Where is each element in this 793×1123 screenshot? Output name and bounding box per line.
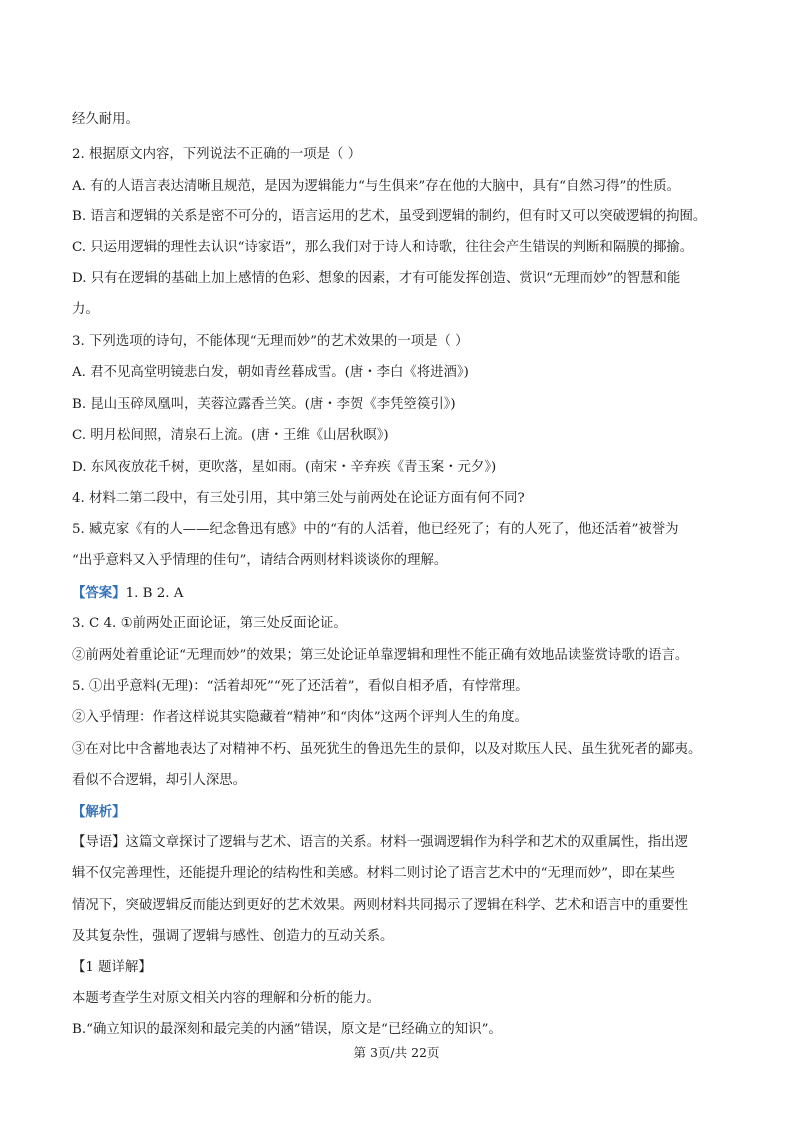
option-2d-cont: 力。: [72, 302, 99, 317]
answer-line: ②入乎情理：作者这样说其实隐藏着“精神”和“肉体”这两个评判人生的角度。: [72, 710, 528, 725]
option-2c: C. 只运用逻辑的理性去认识“诗家语”，那么我们对于诗人和诗歌，往往会产生错误的判断和隔膜的揶揄。: [72, 240, 694, 255]
guide-line: 情况下，突破逻辑反而能达到更好的艺术效果。两则材料共同揭示了逻辑在科学、艺术和语言中的重要性: [72, 898, 688, 913]
guide-line: 及其复杂性，强调了逻辑与感性、创造力的互动关系。: [72, 929, 394, 944]
detail-heading: 【1 题详解】: [72, 960, 152, 975]
answer-values: 1. B 2. A: [125, 586, 184, 601]
option-3c: C. 明月松间照，清泉石上流。(唐・王维《山居秋暝》): [72, 428, 389, 443]
option-3b: B. 昆山玉碎凤凰叫，芙蓉泣露香兰笑。(唐・李贺《李凭箜篌引》): [72, 397, 456, 412]
answer-line: [72, 583, 742, 604]
analysis-heading: [72, 802, 742, 823]
answer-line: ②前两处着重论证“无理而妙”的效果；第三处论证单靠逻辑和理性不能正确有效地品读鉴赏诗歌的语言。: [72, 648, 689, 663]
detail-line: B.“确立知识的最深刻和最完美的内涵”错误，原文是“已经确立的知识”。: [72, 1022, 502, 1037]
option-2b: B. 语言和逻辑的关系是密不可分的，语言运用的艺术，虽受到逻辑的制约，但有时又可以突破逻辑的拘囿。: [72, 209, 707, 224]
option-2d: D. 只有在逻辑的基础上加上感情的色彩、想象的因素，才有可能发挥创造、赏识“无理而妙”的智慧和能: [72, 271, 681, 286]
answer-line: 3. C 4. ①前两处正面论证，第三处反面论证。: [72, 616, 347, 631]
option-2a: A. 有的人语言表达清晰且规范，是因为逻辑能力“与生俱来”存在他的大脑中，具有“自然习得”的性质。: [72, 179, 680, 194]
question-5: 5. 臧克家《有的人——纪念鲁迅有感》中的“有的人活着，他已经死了；有的人死了，他还活着”被誉为: [72, 522, 679, 537]
option-3a: A. 君不见高堂明镜悲白发，朝如青丝暮成雪。(唐・李白《将进酒》): [72, 365, 469, 380]
question-3: 3. 下列选项的诗句，不能体现“无理而妙”的艺术效果的一项是（ ）: [72, 334, 469, 349]
question-5-cont: “出乎意料又入乎情理的佳句”，请结合两则材料谈谈你的理解。: [72, 553, 448, 568]
guide-line: 【导语】这篇文章探讨了逻辑与艺术、语言的关系。材料一强调逻辑作为科学和艺术的双重属性，指出逻: [72, 835, 688, 850]
question-4: 4. 材料二第二段中，有三处引用，其中第三处与前两处在论证方面有何不同?: [72, 491, 525, 506]
answer-line: 5. ①出乎意料(无理)：“活着却死”“死了还活着”，看似自相矛盾，有悖常理。: [72, 679, 529, 694]
answer-tag: 【答案】: [72, 585, 126, 601]
text-line: 经久耐用。: [72, 112, 139, 127]
guide-line: 辑不仅完善理性，还能提升理论的结构性和美感。材料二则讨论了语言艺术中的“无理而妙”，即在某些: [72, 866, 675, 881]
page-footer: 第 3页/共 22页: [353, 1045, 440, 1060]
option-3d: D. 东风夜放花千树，更吹落，星如雨。(南宋・辛弃疾《青玉案・元夕》): [72, 460, 497, 475]
question-2: 2. 根据原文内容，下列说法不正确的一项是（ ）: [72, 147, 362, 162]
answer-line: 看似不合逻辑，却引人深思。: [72, 773, 247, 788]
answer-line: ③在对比中含蓄地表达了对精神不朽、虽死犹生的鲁迅先生的景仰，以及对欺压人民、虽生犹死者的鄙夷。: [72, 742, 702, 757]
detail-line: 本题考查学生对原文相关内容的理解和分析的能力。: [72, 991, 380, 1006]
analysis-tag: 【解析】: [72, 804, 126, 820]
